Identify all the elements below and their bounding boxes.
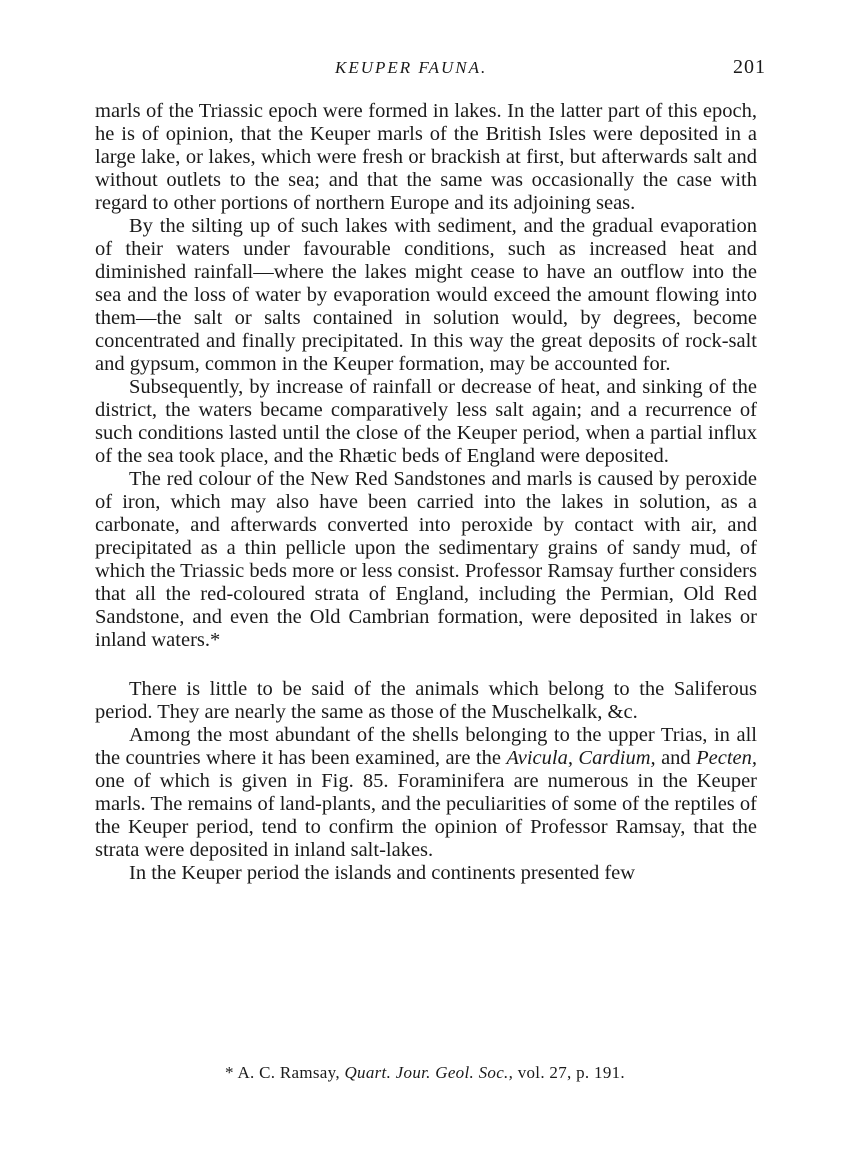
paragraph-2: By the silting up of such lakes with sediment, and the gradual evaporation of their waters under favourable conditions, such as increased heat and diminished rainfall—where the lakes might cease to have an outflow into the sea and the loss of water by evaporation would exceed the amount flowing into them—the salt or salts contained in solution would, by degrees, become concentrated and finally precipitated. In this way the great deposits of rock-salt and gypsum, common in the Keuper formation, may be accounted for. — [95, 215, 757, 375]
footnote-author: A. C. Ramsay, — [237, 1063, 340, 1082]
body-text — [95, 100, 757, 885]
footnote-journal: Quart. Jour. Geol. Soc., — [344, 1063, 514, 1082]
paragraph-6-after: one of which is given in Fig. 85. Foraminifera are numerous in the Keuper marls. The remains of land-plants, and the peculiarities of some of the reptiles of the Keuper period, tend to confirm the opinion of Professor Ramsay, that the strata were deposited in inland salt-lakes. — [95, 770, 757, 861]
genus-cardium: Cardium, — [578, 747, 656, 769]
paragraph-4: The red colour of the New Red Sandstones and marls is caused by peroxide of iron, which may also have been carried into the lakes in solution, as a carbonate, and afterwards converted into peroxide by contact with air, and precipitated as a thin pellicle upon the sedimentary grains of sandy mud, of which the Triassic beds more or less consist. Professor Ramsay further considers that all the red-coloured strata of England, including the Permian, Old Red Sandstone, and even the Old Cambrian formation, were deposited in lakes or inland waters.* — [95, 468, 757, 651]
footnote-marker: * — [225, 1063, 234, 1082]
paragraph-6 — [95, 724, 757, 862]
running-head — [0, 58, 850, 86]
paragraph-3: Subsequently, by increase of rainfall or decrease of heat, and sinking of the district, the waters became comparatively less salt again; and a recurrence of such conditions lasted until the close of the Keuper period, when a partial influx of the sea took place, and the Rhætic beds of England were deposited. — [95, 376, 757, 467]
running-title: KEUPER FAUNA. — [335, 58, 488, 77]
paragraph-6-sep2: and — [655, 747, 697, 769]
page-number: 201 — [733, 56, 766, 78]
paragraph-1: marls of the Triassic epoch were formed in lakes. In the latter part of this epoch, he is of opinion, that the Keuper marls of the British Isles were deposited in a large lake, or lakes, which were fresh or brackish at first, but afterwards salt and without outlets to the sea; and that the same was occasionally the case with regard to other portions of northern Europe and its adjoining seas. — [95, 100, 757, 214]
footnote — [0, 1063, 850, 1083]
paragraph-6-before: Among the most abundant of the shells belonging to the upper Trias, in all the countries where it has been examined, are the — [95, 724, 757, 769]
footnote-ref: vol. 27, p. 191. — [517, 1063, 625, 1082]
paragraph-5: There is little to be said of the animals which belong to the Saliferous period. They are nearly the same as those of the Muschelkalk, &c. — [95, 678, 757, 723]
genus-pecten: Pecten, — [696, 747, 757, 769]
genus-avicula: Avicula, — [506, 747, 573, 769]
paragraph-7: In the Keuper period the islands and continents presented few — [129, 862, 636, 884]
